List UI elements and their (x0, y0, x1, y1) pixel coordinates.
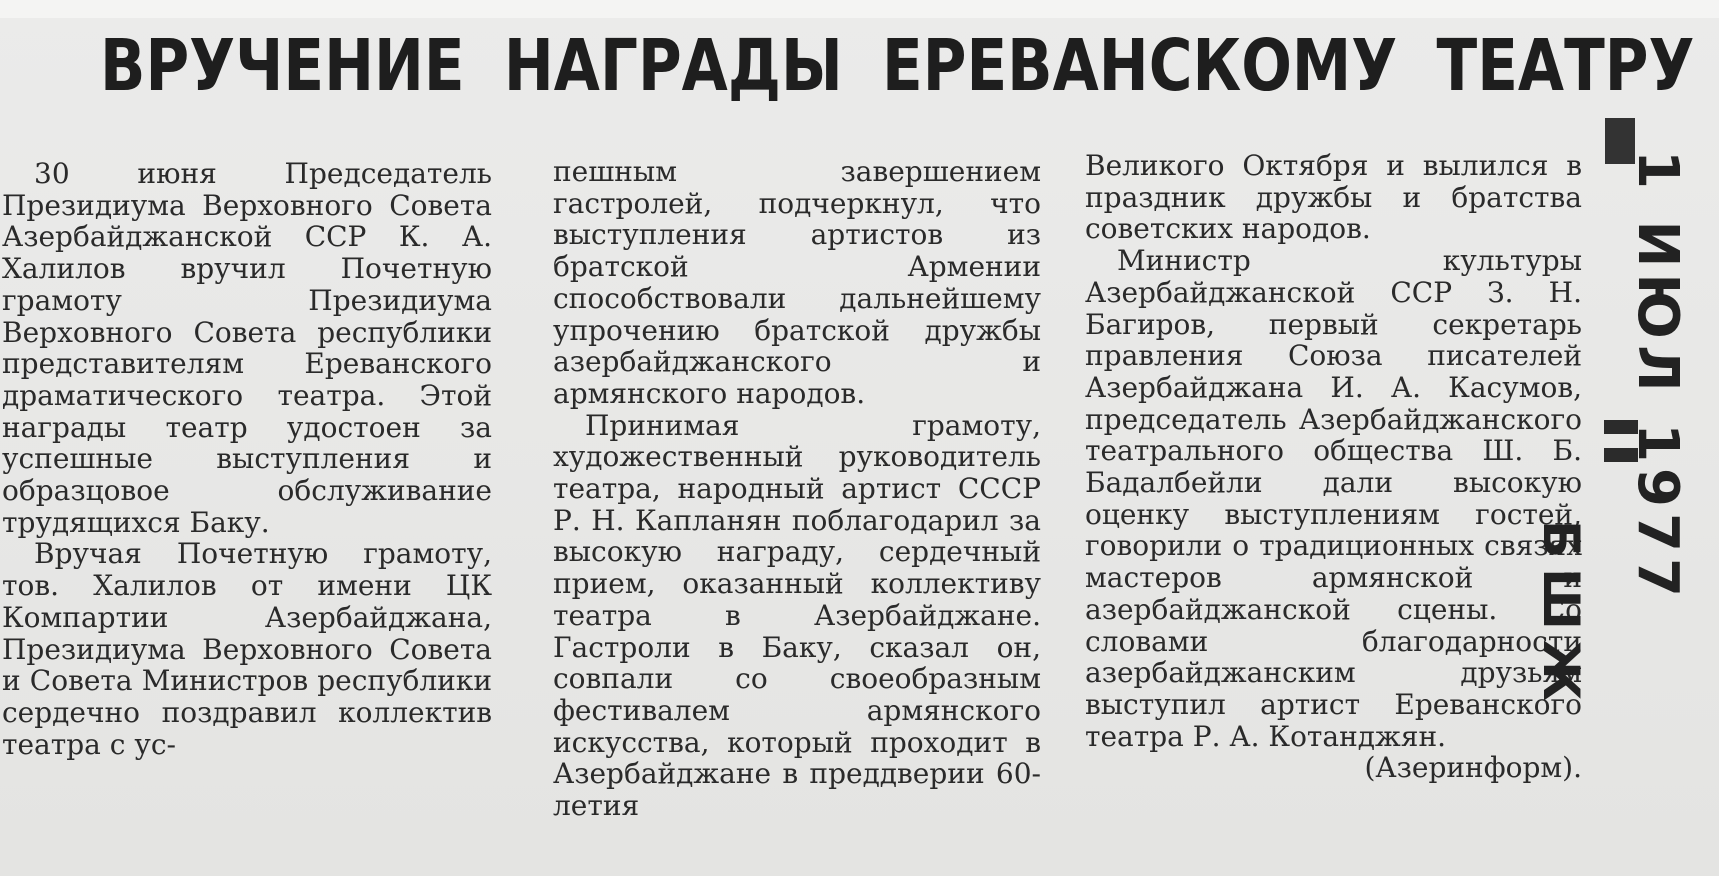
article-column-1 (2, 158, 492, 760)
article-column-2 (553, 156, 1041, 822)
paragraph: Великого Октября и вылился в праздник дружбы и братства советских народов. (1085, 149, 1582, 246)
stamp-code: БШЖ (1532, 520, 1590, 712)
paragraph: Министр культуры Азербайджанской ССР З. Н. Багиров, первый секретарь правления Союза писателей Азербайджана И. А. Касумов, председатель Азербайджанского театрального общества Ш. Б. Бадалбейли дали высокую оценку выступлениям гостей, говорили о традиционных связях мастеров армянской и азербайджанской сцены. Со словами благодарности азербайджанским друзьям выступил артист Ереванского театра Р. А. Котанджян. (1085, 244, 1582, 753)
paragraph: Принимая грамоту, художественный руководитель театра, народный артист СССР Р. Н. Капланян поблагодарил за высокую награду, сердечный прием, оказанный коллективу театра в Азербайджане. Гастроли в Баку, сказал он, совпали со своеобразным фестивалем армянского искусства, который проходит в Азербайджане в преддверии 60-летия (553, 408, 1041, 823)
headline: ВРУЧЕНИЕ НАГРАДЫ ЕРЕВАНСКОМУ ТЕАТРУ (100, 24, 1695, 107)
paragraph: пешным завершением гастролей, подчеркнул, что выступления артистов из братской Армении способствовали дальнейшему упрочению братской дружбы азербайджанского и армянского народов. (553, 155, 1041, 410)
paragraph: Вручая Почетную грамоту, тов. Халилов от имени ЦК Компартии Азербайджана, Президиума Верховного Совета и Совета Министров республики сердечно поздравил коллектив театра с ус- (2, 537, 492, 761)
article-column-3 (1085, 150, 1582, 784)
byline: (Азеринформ). (1364, 751, 1582, 785)
paragraph: 30 июня Председатель Президиума Верховного Совета Азербайджанской ССР К. А. Халилов вручил Почетную грамоту Президиума Верховного Совета республики представителям Ереванского драматического театра. Этой награды театр удостоен за успешные выступления и образцовое обслуживание трудящихся Баку. (2, 157, 492, 539)
stamp-date: 1 ИЮЛ 1977 (1625, 150, 1690, 603)
